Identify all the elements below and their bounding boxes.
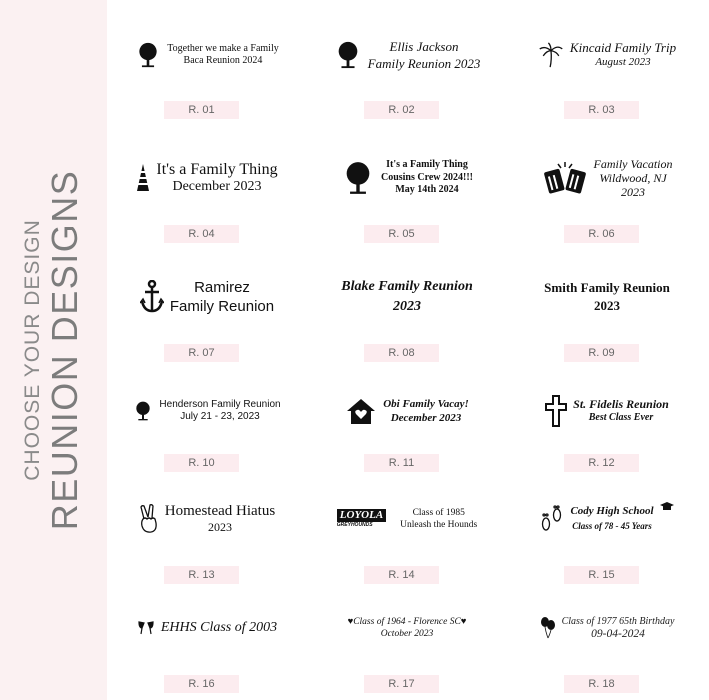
- logo-subtext: GREYHOUNDS: [336, 522, 373, 528]
- design-text-line: Cody High School: [570, 505, 654, 517]
- sidebar-panel: [0, 0, 107, 700]
- design-text-line: 09-04-2024: [591, 628, 645, 640]
- design-text-line: Class of 1985: [412, 508, 465, 518]
- design-code-label: R. 15: [564, 566, 639, 584]
- design-preview: [307, 20, 507, 90]
- design-text-line: Smith Family Reunion: [544, 280, 670, 295]
- tree-icon: [133, 399, 153, 423]
- cross-icon: [545, 395, 567, 427]
- design-text-line: July 21 - 23, 2023: [180, 411, 260, 422]
- design-code-label: R. 03: [564, 101, 639, 119]
- design-text-line: St. Fidelis Reunion: [573, 397, 669, 411]
- design-text-line: It's a Family Thing: [156, 161, 278, 178]
- design-text-line-content: Class of 1964 - Florence SC: [353, 617, 461, 627]
- design-preview: [507, 20, 707, 90]
- logo-wordmark: LOYOLA: [337, 509, 386, 522]
- footprints-icon: [540, 505, 564, 533]
- design-text-line: Obi Family Vacay!: [383, 398, 469, 410]
- design-code-label: R. 07: [164, 344, 239, 362]
- design-preview: [107, 376, 307, 446]
- design-text-line: Family Reunion 2023: [367, 56, 481, 71]
- design-preview: [107, 484, 307, 554]
- design-preview: [307, 262, 507, 332]
- design-text-line: EHHS Class of 2003: [160, 620, 278, 635]
- design-code-label: R. 09: [564, 344, 639, 362]
- design-code-label: R. 12: [564, 454, 639, 472]
- design-text-line: It's a Family Thing: [386, 159, 468, 171]
- design-text-line: Henderson Family Reunion: [159, 399, 281, 410]
- design-preview: [107, 262, 307, 332]
- design-text-line: Ellis Jackson: [389, 39, 459, 54]
- design-preview: [507, 262, 707, 332]
- design-text-line: December 2023: [172, 179, 262, 194]
- sidebar-subtitle: CHOOSE YOUR DESIGN: [21, 219, 44, 481]
- sidebar-title: REUNION DESIGNS: [44, 169, 85, 531]
- design-preview: [307, 143, 507, 213]
- design-code-label: R. 18: [564, 675, 639, 693]
- sidebar-heading: [21, 170, 85, 531]
- design-preview: [507, 484, 707, 554]
- beer-mugs-icon: [542, 160, 588, 196]
- design-preview: [507, 376, 707, 446]
- design-text-line: May 14th 2024: [395, 184, 459, 196]
- design-code-label: R. 02: [364, 101, 439, 119]
- design-text-line: Family Reunion: [169, 298, 275, 315]
- design-text-line: Ramirez: [194, 279, 250, 296]
- design-code-label: R. 11: [364, 454, 439, 472]
- design-text-line: Unleash the Hounds: [400, 520, 478, 530]
- designs-grid: [107, 0, 709, 700]
- champagne-glasses-icon: [137, 619, 155, 637]
- balloons-icon: [540, 617, 556, 639]
- design-text-line: 2023: [620, 185, 645, 199]
- design-code-label: R. 01: [164, 101, 239, 119]
- palm-tree-icon: [538, 40, 564, 70]
- design-text-line: 2023: [393, 299, 421, 314]
- design-code-label: R. 13: [164, 566, 239, 584]
- graduation-cap-icon: [660, 502, 674, 512]
- design-code-label: R. 08: [364, 344, 439, 362]
- design-text-line: Together we make a Family: [167, 43, 279, 54]
- design-code-label: R. 14: [364, 566, 439, 584]
- heart-icon: ♥: [460, 617, 467, 627]
- design-text-line: 2023: [207, 520, 232, 534]
- design-text-line: Class of 78 - 45 Years: [572, 521, 652, 531]
- design-preview: [107, 143, 307, 213]
- design-text-line: Kincaid Family Trip: [569, 40, 677, 55]
- design-text-line: Best Class Ever: [588, 412, 654, 423]
- design-preview: [307, 376, 507, 446]
- loyola-greyhounds-logo: [337, 509, 386, 529]
- design-preview: [507, 143, 707, 213]
- peace-hand-icon: [139, 504, 159, 534]
- design-preview: [307, 593, 507, 663]
- design-text-line: August 2023: [595, 56, 651, 68]
- design-code-label: R. 17: [364, 675, 439, 693]
- design-text-line: Baca Reunion 2024: [183, 55, 263, 66]
- design-text-line: 2023: [594, 298, 620, 313]
- design-code-label: R. 16: [164, 675, 239, 693]
- design-preview: [507, 593, 707, 663]
- design-text-line: Wildwood, NJ: [599, 171, 667, 185]
- house-heart-icon: [345, 397, 377, 425]
- design-code-label: R. 06: [564, 225, 639, 243]
- tree-icon: [341, 160, 375, 196]
- design-text-line: Class of 1977 65th Birthday: [561, 616, 675, 627]
- tree-icon: [334, 40, 362, 70]
- design-text-line: December 2023: [390, 412, 462, 424]
- design-text-line: [348, 616, 467, 628]
- design-preview: [107, 593, 307, 663]
- design-text-line: October 2023: [380, 629, 434, 639]
- tree-icon: [135, 42, 161, 68]
- design-text-line: Blake Family Reunion: [341, 279, 473, 294]
- anchor-icon: [140, 280, 164, 314]
- design-preview: [107, 20, 307, 90]
- design-code-label: R. 10: [164, 454, 239, 472]
- design-preview: [307, 484, 507, 554]
- design-code-label: R. 05: [364, 225, 439, 243]
- design-text-line: Homestead Hiatus: [164, 503, 276, 519]
- design-code-label: R. 04: [164, 225, 239, 243]
- design-text-line: Family Vacation: [593, 157, 673, 171]
- heart-icon: ♥: [347, 617, 354, 627]
- striped-tree-icon: [136, 163, 150, 193]
- design-text-line: Cousins Crew 2024!!!: [380, 171, 474, 183]
